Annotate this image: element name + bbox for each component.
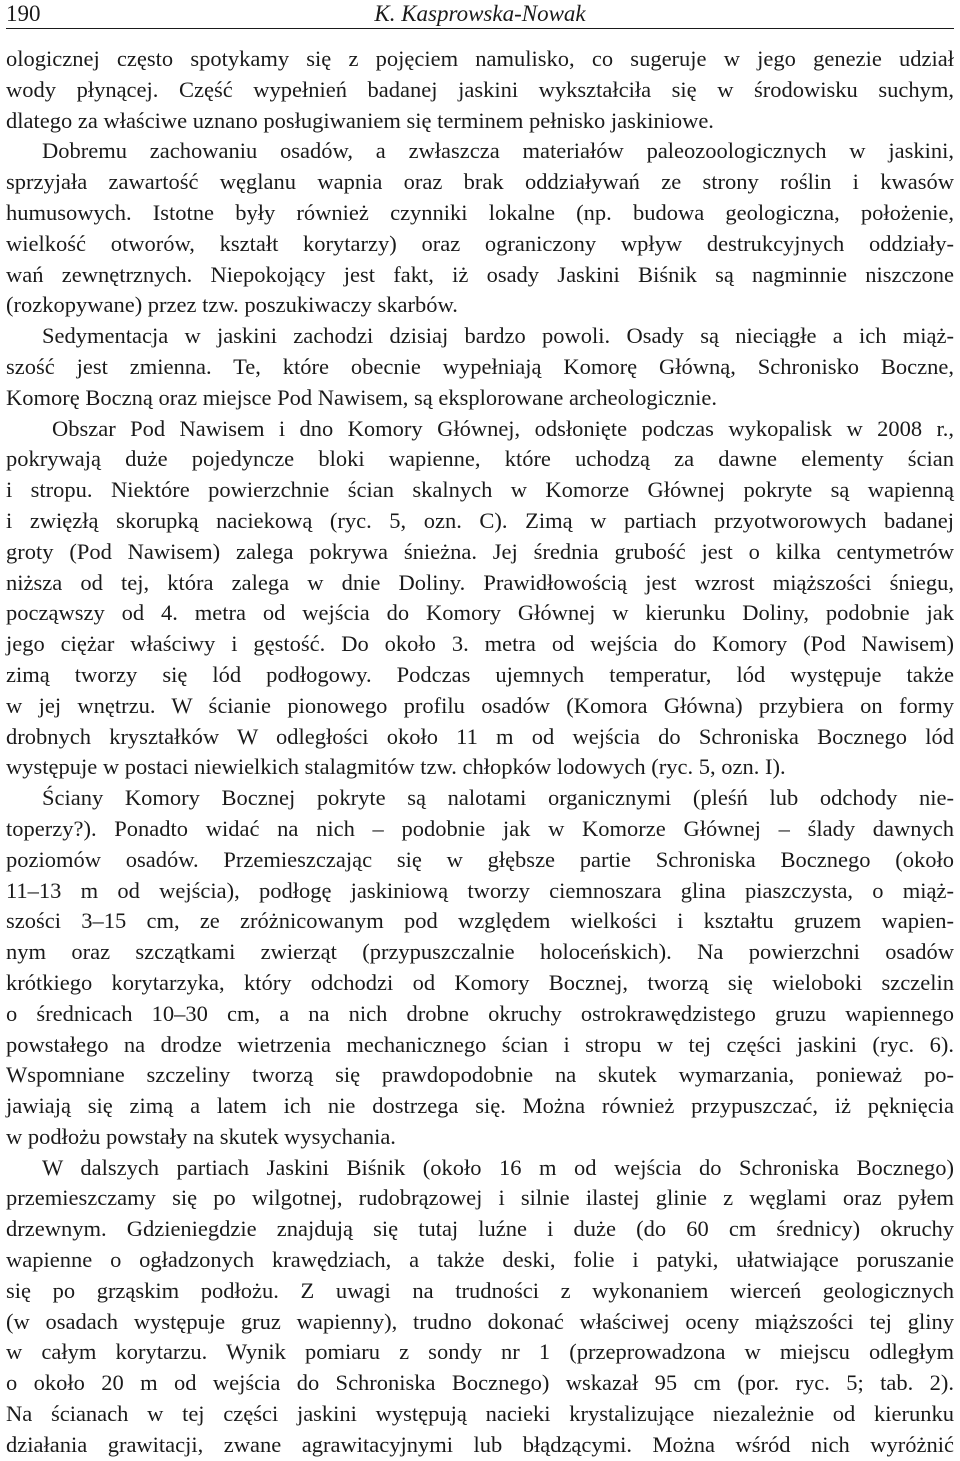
- text-line: nym oraz szczątkami zwierząt (przypuszczalnie holoceńskich). Na powierzchni osadów: [6, 939, 954, 965]
- text-line: poziomów osadów. Przemieszczając się w głębsze partie Schroniska Bocznego (około: [6, 846, 954, 872]
- text-line: działania grawitacji, zwane agrawitacyjnymi lub błądzącymi. Można wśród nich wyróżnić: [6, 1431, 954, 1457]
- text-line: niższa od tej, która zalega w dnie Doliny. Prawidłowością jest wzrost miąższości śniegu,: [6, 569, 954, 595]
- text-line: W dalszych partiach Jaskini Biśnik (około 16 m od wejścia do Schroniska Bocznego): [42, 1154, 954, 1180]
- text-line: drzewnym. Gdzieniegdzie znajdują się tutaj luźne i duże (do 60 cm średnicy) okruchy: [6, 1216, 954, 1242]
- text-line: szości 3–15 cm, ze zróżnicowanym pod względem wielkości i kształtu gruzem wapien-: [6, 908, 954, 934]
- body-text: [6, 44, 954, 1461]
- page-number: 190: [6, 1, 41, 26]
- text-line: ologicznej często spotykamy się z pojęciem namulisko, co sugeruje w jego genezie udział: [6, 46, 954, 71]
- text-line: humusowych. Istotne były również czynniki lokalne (np. budowa geologiczna, położenie,: [6, 199, 954, 225]
- text-line: w podłożu powstały na skutek wysychania.: [6, 1123, 396, 1149]
- text-line: Obszar Pod Nawisem i dno Komory Głównej, odsłonięte podczas wykopalisk w 2008 r.,: [52, 415, 954, 441]
- text-line: powstałego na drodze wietrzenia mechanicznego ścian i stropu w tej części jaskini (ryc. 6).: [6, 1031, 954, 1057]
- text-line: zimą tworzy się lód podłogowy. Podczas ujemnych temperatur, lód występuje także: [6, 661, 954, 687]
- text-line: dlatego za właściwe uznano posługiwaniem się terminem pełnisko jaskiniowe.: [6, 107, 714, 133]
- text-line: w jej wnętrzu. W ścianie pionowego profilu osadów (Komora Główna) przybiera on formy: [6, 692, 954, 718]
- text-line: sprzyjała zawartość węglanu wapnia oraz brak oddziaływań ze strony roślin i kwasów: [6, 169, 954, 195]
- text-line: Sedymentacja w jaskini zachodzi dzisiaj bardzo powoli. Osady są nieciągłe a ich miąż-: [42, 323, 954, 349]
- text-line: i stropu. Niektóre powierzchnie ścian skalnych w Komorze Głównej pokryte są wapienną: [6, 477, 954, 503]
- text-line: wań zewnętrznych. Niepokojący jest fakt, iż osady Jaskini Biśnik są nagminnie niszczone: [6, 261, 954, 287]
- text-line: Dobremu zachowaniu osadów, a zwłaszcza materiałów paleozoologicznych w jaskini,: [42, 138, 954, 164]
- running-head-author: K. Kasprowska-Nowak: [374, 1, 586, 26]
- text-line: i zwięzłą skorupką naciekową (ryc. 5, ozn. C). Zimą w partiach przyotworowych badanej: [6, 507, 954, 533]
- text-line: drobnych kryształków W odległości około 11 m od wejścia do Schroniska Bocznego lód: [6, 723, 954, 749]
- running-header: [6, 0, 954, 29]
- text-line: (w osadach występuje gruz wapienny), trudno dokonać właściwej oceny miąższości tej gliny: [6, 1308, 954, 1334]
- text-line: przemieszczamy się po wilgotnej, rudobrązowej i silnie ilastej glinie z węglami oraz pyłem: [6, 1185, 954, 1211]
- text-line: się po grząskim podłożu. Z uwagi na trudności z wykonaniem wierceń geologicznych: [6, 1277, 954, 1303]
- text-line: począwszy od 4. metra od wejścia do Komory Głównej w kierunku Doliny, podobnie jak: [6, 600, 954, 626]
- text-line: jawiają się zimą a latem ich nie dostrzega się. Można również przypuszczać, iż pęknięcia: [6, 1093, 954, 1119]
- text-line: wody płynącej. Część wypełnień badanej jaskini wykształciła się w środowisku suchym,: [6, 76, 954, 102]
- text-line: krótkiego korytarzyka, który odchodzi od Komory Bocznej, tworzą się wieloboki szczelin: [6, 969, 954, 995]
- text-line: Ściany Komory Bocznej pokryte są nalotami organicznymi (pleśń lub odchody nie-: [42, 785, 954, 811]
- text-line: toperzy?). Ponadto widać na nich – podobnie jak w Komorze Głównej – ślady dawnych: [6, 815, 954, 841]
- text-line: Wspomniane szczeliny tworzą się prawdopodobnie na skutek wymarzania, ponieważ po-: [6, 1062, 954, 1088]
- text-line: wapienne o ogładzonych krawędziach, a także deski, folie i patyki, ułatwiające poruszanie: [6, 1247, 954, 1273]
- text-line: o około 20 m od wejścia do Schroniska Bocznego) wskazał 95 cm (por. ryc. 5; tab. 2).: [6, 1370, 954, 1396]
- text-line: Komorę Boczną oraz miejsce Pod Nawisem, są eksplorowane archeologicznie.: [6, 384, 717, 410]
- text-line: 11–13 m od wejścia), podłogę jaskiniową tworzy ciemnoszara glina piaszczysta, o miąż-: [6, 877, 954, 903]
- text-line: szość jest zmienna. Te, które obecnie wypełniają Komorę Główną, Schronisko Boczne,: [6, 353, 954, 379]
- text-line: w całym korytarzu. Wynik pomiaru z sondy nr 1 (przeprowadzona w miejscu odległym: [6, 1339, 954, 1365]
- text-line: (rozkopywane) przez tzw. poszukiwaczy skarbów.: [6, 292, 458, 318]
- text-line: pokrywają duże pojedyncze bloki wapienne, które uchodzą za dawne elementy ścian: [6, 446, 954, 472]
- text-line: występuje w postaci niewielkich stalagmitów tzw. chłopków lodowych (ryc. 5, ozn. I).: [6, 754, 786, 780]
- text-line: groty (Pod Nawisem) zalega pokrywa śnieżna. Jej średnia grubość jest o kilka centymetrów: [6, 538, 954, 564]
- text-line: wielkość otworów, kształt korytarzy) oraz ograniczony wpływ destrukcyjnych oddziały-: [6, 230, 954, 256]
- text-line: o średnicach 10–30 cm, a na nich drobne okruchy ostrokrawędzistego gruzu wapiennego: [6, 1000, 954, 1026]
- text-line: jego ciężar właściwy i gęstość. Do około 3. metra od wejścia do Komory (Pod Nawisem): [6, 631, 954, 657]
- text-line: Na ścianach w tej części jaskini występują nacieki krystalizujące niezależnie od kierunku: [6, 1401, 954, 1427]
